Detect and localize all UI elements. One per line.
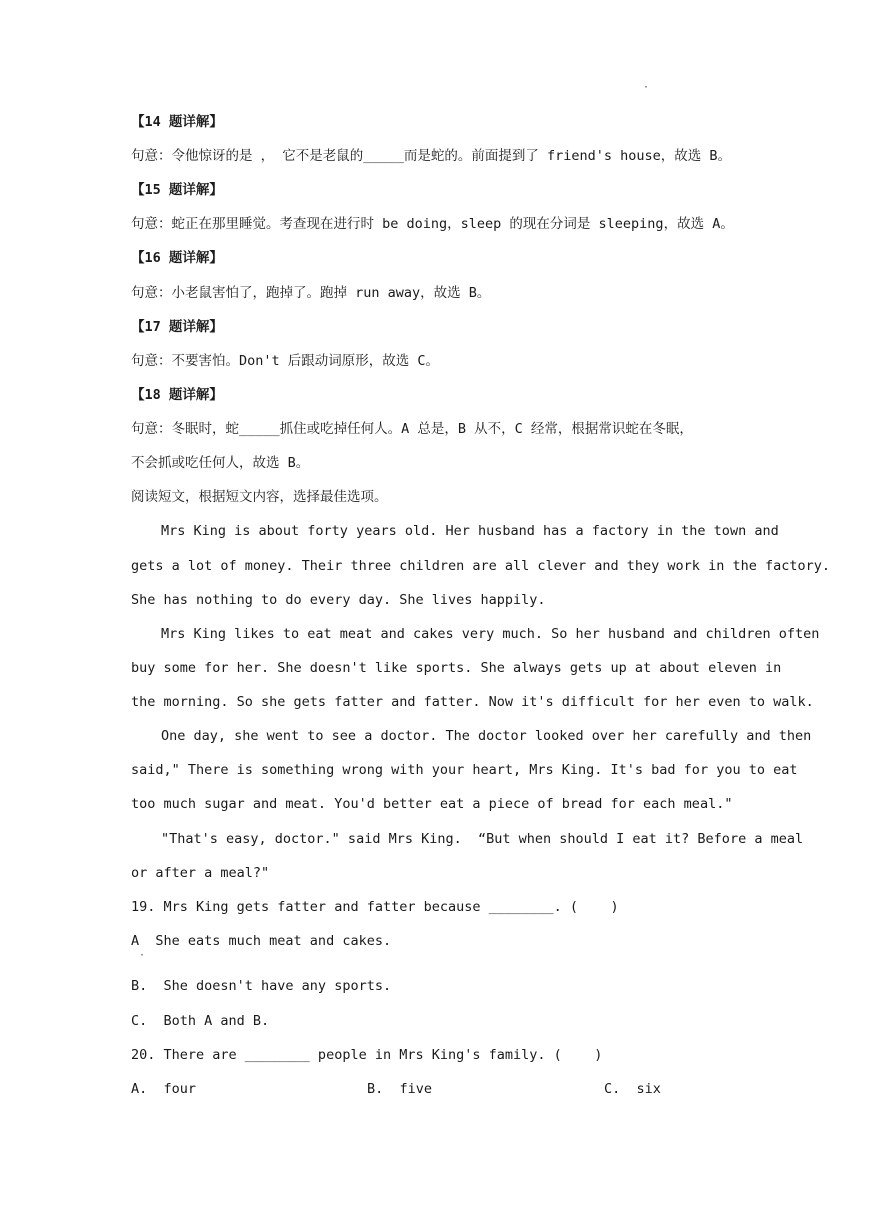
q19-option-c: C. Both A and B. — [131, 1013, 270, 1029]
q18-heading: 【18 题详解】 — [131, 387, 223, 403]
q15-heading: 【15 题详解】 — [131, 182, 223, 198]
passage-line: or after a meal?" — [131, 865, 270, 881]
reading-instruction: 阅读短文，根据短文内容，选择最佳选项。 — [131, 489, 388, 505]
q14-explanation: 句意：令他惊讶的是 ， 它不是老鼠的_____而是蛇的。前面提到了 friend's house，故选 B。 — [131, 148, 732, 164]
q16-explanation: 句意：小老鼠害怕了，跑掉了。跑掉 run away，故选 B。 — [131, 285, 491, 301]
q17-heading: 【17 题详解】 — [131, 319, 223, 335]
top-dot-mark: · — [643, 82, 650, 93]
q15-explanation: 句意：蛇正在那里睡觉。考查现在进行时 be doing，sleep 的现在分词是 sleeping，故选 A。 — [131, 216, 734, 232]
q17-explanation: 句意：不要害怕。Don't 后跟动词原形，故选 C。 — [131, 353, 440, 369]
q19-option-a: A She eats much meat and cakes. — [131, 933, 392, 949]
passage-line: gets a lot of money. Their three children are all clever and they work in the factory. — [131, 558, 830, 574]
passage-line: She has nothing to do every day. She lives happily. — [131, 592, 546, 608]
passage-line: "That's easy, doctor." said Mrs King. “But when should I eat it? Before a meal — [161, 831, 804, 847]
passage-line: Mrs King likes to eat meat and cakes very much. So her husband and children often — [161, 626, 820, 642]
q20-option-a: A. four — [131, 1081, 197, 1097]
q18-explanation-line1: 句意：冬眠时，蛇_____抓住或吃掉任何人。A 总是，B 从不，C 经常，根据常识蛇在冬眠， — [131, 421, 693, 437]
passage-line: One day, she went to see a doctor. The doctor looked over her carefully and then — [161, 728, 812, 744]
q20-option-c: C. six — [604, 1081, 661, 1097]
passage-line: buy some for her. She doesn't like sports. She always gets up at about eleven in — [131, 660, 782, 676]
q19-option-a-dot: · — [139, 950, 146, 961]
passage-line: the morning. So she gets fatter and fatter. Now it's difficult for her even to walk. — [131, 694, 814, 710]
q16-heading: 【16 题详解】 — [131, 250, 223, 266]
q14-heading: 【14 题详解】 — [131, 114, 223, 130]
q20-option-b: B. five — [367, 1081, 433, 1097]
passage-line: too much sugar and meat. You'd better eat a piece of bread for each meal." — [131, 796, 733, 812]
q20-stem: 20. There are ________ people in Mrs King's family. ( ) — [131, 1047, 603, 1063]
q18-explanation-line2: 不会抓或吃任何人，故选 B。 — [131, 455, 310, 471]
passage-line: said," There is something wrong with your heart, Mrs King. It's bad for you to eat — [131, 762, 798, 778]
passage-line: Mrs King is about forty years old. Her husband has a factory in the town and — [161, 523, 779, 539]
q19-option-b: B. She doesn't have any sports. — [131, 978, 392, 994]
q19-stem: 19. Mrs King gets fatter and fatter because ________. ( ) — [131, 899, 619, 915]
